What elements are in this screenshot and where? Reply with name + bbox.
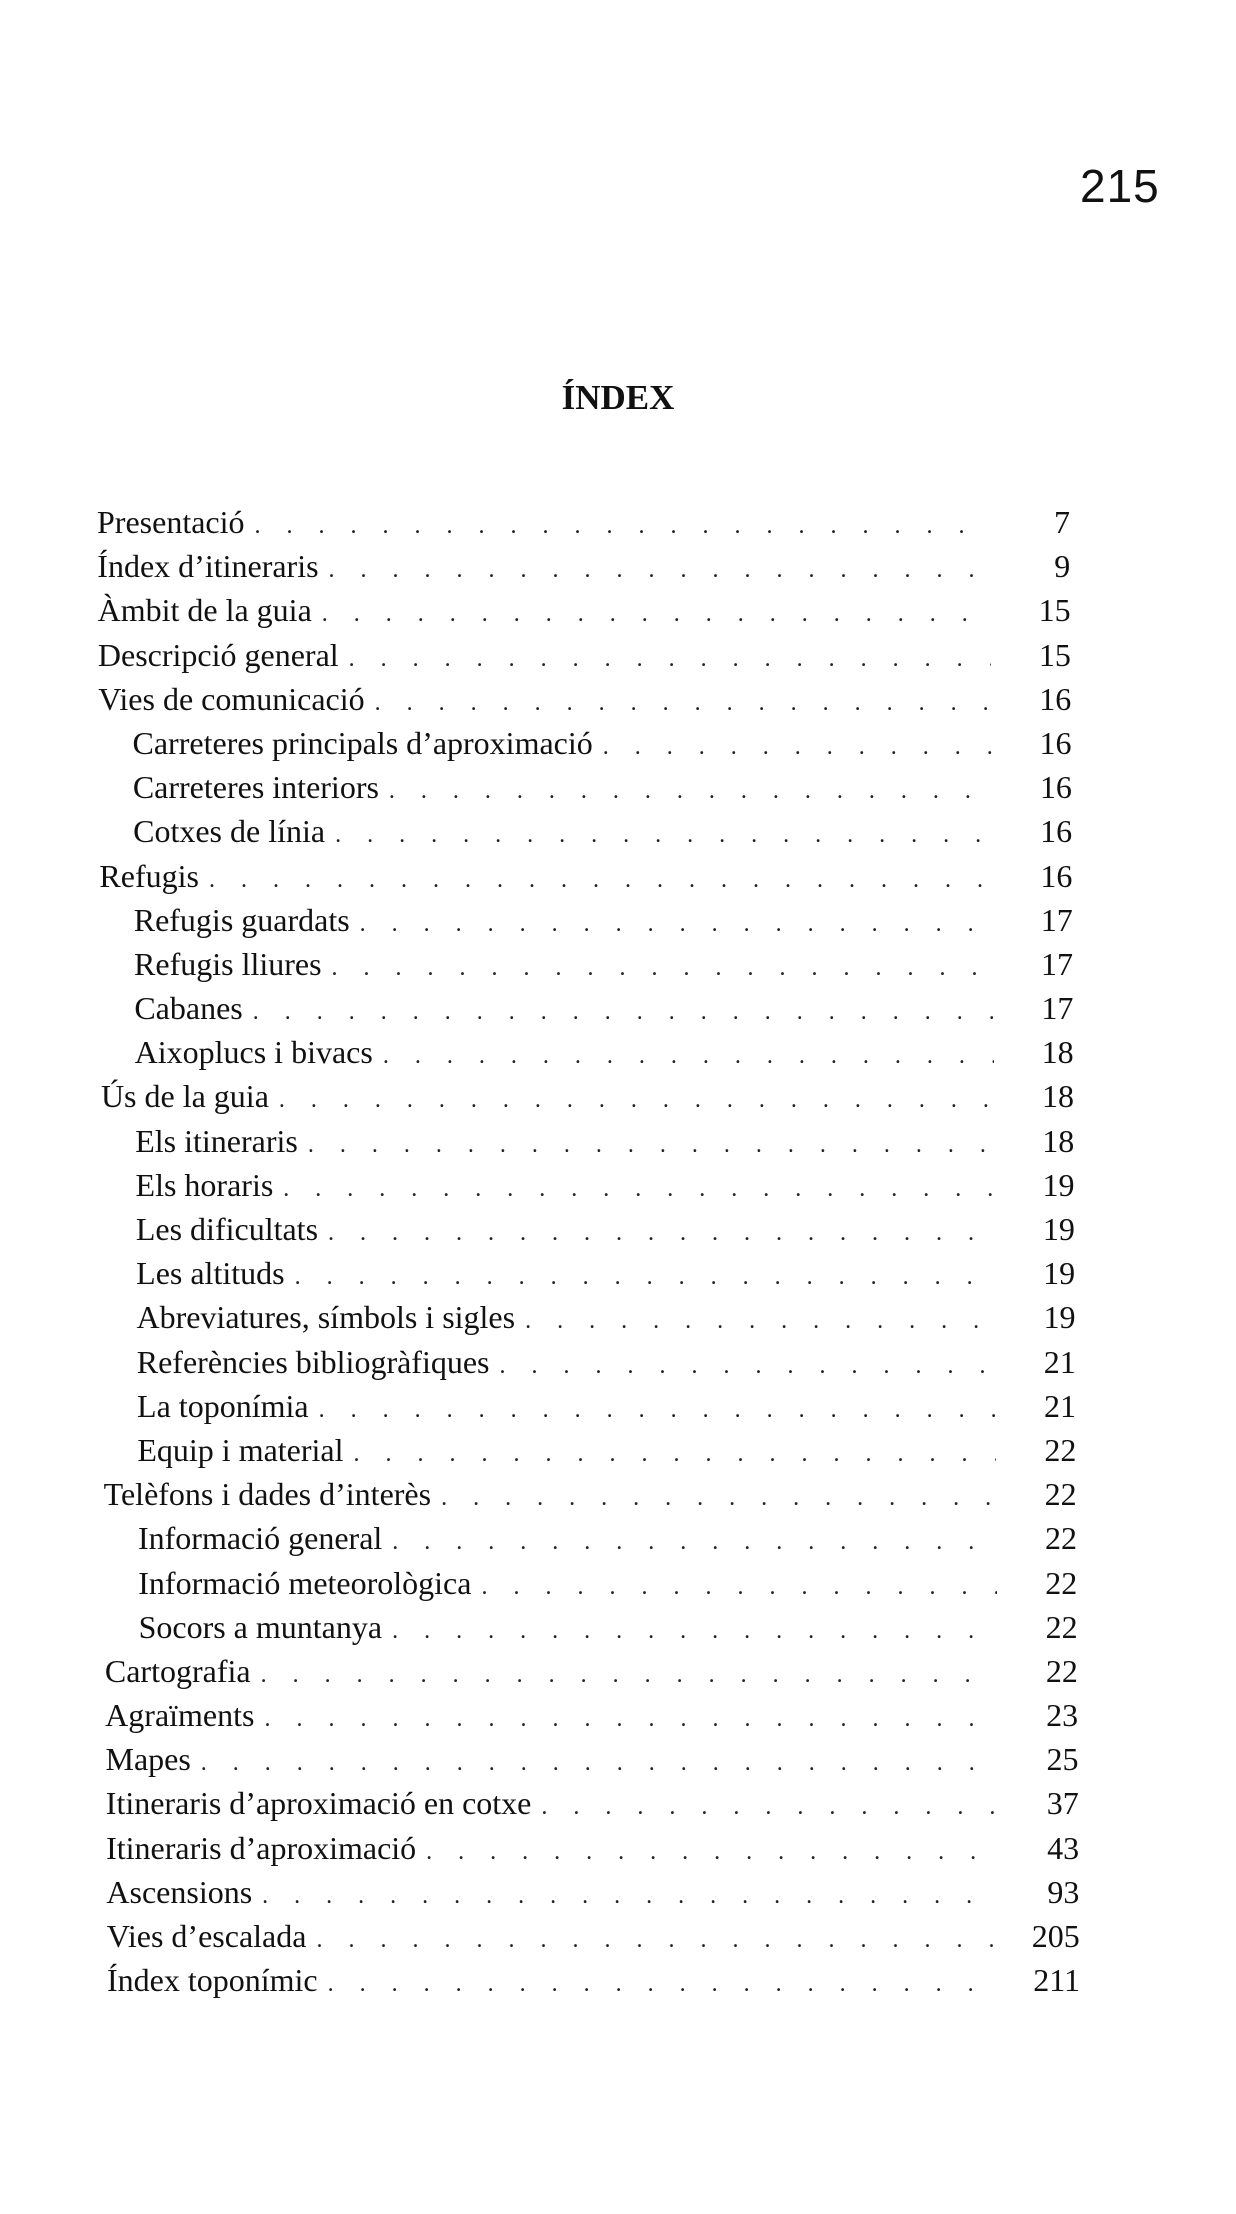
toc-entry [0,854,1072,898]
toc-entry-title: Informació general [137,1520,383,1557]
toc-entry-page: 23 [1046,1697,1079,1734]
toc-dot-leader [201,1741,999,1781]
toc-entry-page: 7 [1054,504,1070,540]
toc-entry [0,1516,1077,1560]
toc-entry [0,544,1070,588]
toc-entry-page: 19 [1042,1166,1075,1203]
toc-dot-leader [319,1388,996,1428]
toc-dot-leader [481,1565,997,1605]
toc-entry-page: 16 [1039,724,1072,761]
toc-dot-leader [335,813,992,853]
toc-dot-leader [264,1697,998,1737]
toc-dot-leader [426,1830,999,1870]
toc-entry-title: Refugis guardats [133,901,350,938]
toc-entry-page: 21 [1044,1387,1077,1424]
page-title: ÍNDEX [561,378,675,417]
toc-entry-title: Itineraris d’aproximació en cotxe [105,1785,532,1822]
toc-entry-page: 21 [1043,1343,1076,1380]
toc-entry-page: 22 [1044,1520,1077,1557]
toc-entry-title: Cartografia [104,1652,251,1689]
toc-dot-leader [392,1520,997,1560]
toc-entry-title: Refugis [99,857,199,894]
toc-dot-leader [262,1874,999,1914]
toc-entry [0,1251,1075,1295]
toc-entry [0,1914,1080,1958]
toc-entry-title: Itineraris d’aproximació [106,1829,417,1866]
toc-entry-title: Índex toponímic [107,1962,318,1999]
toc-entry-title: Les dificultats [135,1211,319,1247]
toc-entry-page: 17 [1041,990,1074,1027]
toc-dot-leader [375,681,992,721]
toc-entry-page: 16 [1039,680,1072,717]
toc-entry [0,1295,1075,1339]
toc-entry-title: Referències bibliogràfiques [136,1343,490,1380]
toc-dot-leader [349,637,991,677]
toc-entry [0,1781,1079,1825]
toc-entry-page: 22 [1045,1608,1078,1645]
toc-dot-leader [328,1211,995,1251]
toc-entry [0,1649,1078,1693]
toc-entry-page: 15 [1038,636,1071,673]
toc-dot-leader [209,858,992,898]
toc-entry [0,1030,1074,1074]
toc-entry-page: 19 [1042,1211,1075,1247]
toc-entry-page: 9 [1054,548,1071,585]
toc-entry-page: 43 [1047,1829,1080,1866]
toc-entry-page: 37 [1046,1785,1079,1822]
toc-dot-leader [279,1078,994,1118]
toc-entry-title: Les altituds [136,1255,285,1292]
toc-entry-title: Cabanes [134,990,243,1027]
toc-dot-leader [441,1476,997,1516]
toc-entry [0,1870,1079,1914]
toc-dot-leader [308,1123,994,1163]
toc-entry [0,677,1071,721]
toc-dot-leader [392,1609,998,1649]
toc-entry-page: 16 [1040,813,1073,850]
toc-entry-title: Ús de la guia [100,1078,269,1115]
toc-entry-page: 22 [1045,1652,1078,1689]
toc-entry-page: 18 [1041,1034,1074,1071]
toc-dot-leader [500,1344,996,1384]
toc-entry-title: Agraïments [105,1697,255,1734]
toc-entry-page: 15 [1038,592,1071,629]
toc-entry-title: Vies d’escalada [106,1918,307,1954]
toc-entry-title: Refugis lliures [134,945,322,982]
toc-entry [0,1207,1075,1251]
toc-dot-leader [603,725,992,765]
page-number: 215 [1080,160,1160,212]
toc-dot-leader [360,902,993,942]
toc-entry [0,1826,1079,1870]
toc-entry-title: Informació meteorològica [138,1564,472,1601]
toc-dot-leader [354,1432,997,1472]
toc-dot-leader [295,1255,996,1295]
toc-entry-title: Telèfons i dades d’interès [103,1476,432,1513]
toc-entry-title: Mapes [105,1741,191,1778]
toc-entry-page: 93 [1047,1873,1080,1910]
toc-entry-title: La toponímia [137,1387,309,1424]
toc-dot-leader [255,504,991,544]
toc-entry-title: Ascensions [106,1873,253,1910]
toc-dot-leader [253,990,994,1030]
toc-entry [0,942,1073,986]
toc-entry-page: 25 [1046,1741,1079,1778]
toc-dot-leader [332,946,993,986]
toc-entry [0,765,1072,809]
toc-entry [0,898,1073,942]
toc-entry-page: 16 [1039,769,1072,806]
toc-entry-title: Presentació [97,504,245,540]
toc-entry-page: 22 [1044,1431,1077,1468]
toc-entry-title: Els horaris [135,1166,274,1203]
toc-dot-leader [329,548,991,588]
toc-dot-leader [383,1034,994,1074]
toc-entry [0,1737,1078,1781]
toc-dot-leader [261,1653,998,1693]
toc-entry [0,588,1071,632]
toc-entry-title: Els itineraris [135,1122,298,1159]
toc-entry-page: 19 [1043,1255,1076,1292]
toc-entry-page: 17 [1040,901,1073,938]
toc-entry-title: Descripció general [97,636,339,673]
table-of-contents [0,500,1236,2002]
toc-entry-title: Cotxes de línia [133,813,326,850]
toc-entry-title: Carreteres principals d’aproximació [132,724,593,761]
toc-entry [0,1561,1077,1605]
toc-dot-leader [541,1785,998,1825]
toc-entry-title: Àmbit de la guia [97,592,312,629]
toc-entry-page: 22 [1044,1476,1077,1513]
toc-entry [0,633,1071,677]
toc-dot-leader [328,1962,1000,2002]
toc-entry-title: Equip i material [137,1431,344,1468]
toc-entry-page: 211 [1033,1962,1080,1999]
toc-entry [0,500,1070,544]
toc-entry-title: Índex d’itineraris [97,548,319,585]
toc-dot-leader [283,1167,994,1207]
toc-entry [0,1163,1075,1207]
toc-entry [0,986,1073,1030]
toc-entry [0,1693,1078,1737]
toc-entry [0,1074,1074,1118]
toc-entry [0,1472,1077,1516]
toc-entry [0,1958,1080,2002]
toc-entry-page: 205 [1031,1918,1080,1954]
toc-entry [0,1119,1074,1163]
toc-dot-leader [389,769,992,809]
toc-entry-page: 16 [1040,857,1073,894]
toc-entry-page: 17 [1041,945,1074,982]
toc-entry [0,1340,1076,1384]
toc-entry-page: 18 [1041,1078,1074,1115]
toc-entry-title: Vies de comunicació [98,680,365,717]
toc-entry-title: Socors a muntanya [138,1608,383,1645]
toc-entry [0,721,1072,765]
toc-entry-page: 22 [1045,1564,1078,1601]
toc-entry-page: 19 [1043,1299,1076,1336]
toc-dot-leader [525,1299,995,1339]
toc-entry-title: Abreviatures, símbols i sigles [136,1299,516,1336]
toc-entry [0,1384,1076,1428]
toc-entry [0,809,1072,853]
toc-entry-title: Carreteres interiors [132,769,379,806]
toc-entry-page: 18 [1042,1122,1075,1159]
toc-entry [0,1605,1078,1649]
toc-entry [0,1428,1076,1472]
toc-dot-leader [316,1918,999,1958]
toc-dot-leader [322,592,991,632]
toc-entry-title: Aixoplucs i bivacs [134,1034,373,1071]
